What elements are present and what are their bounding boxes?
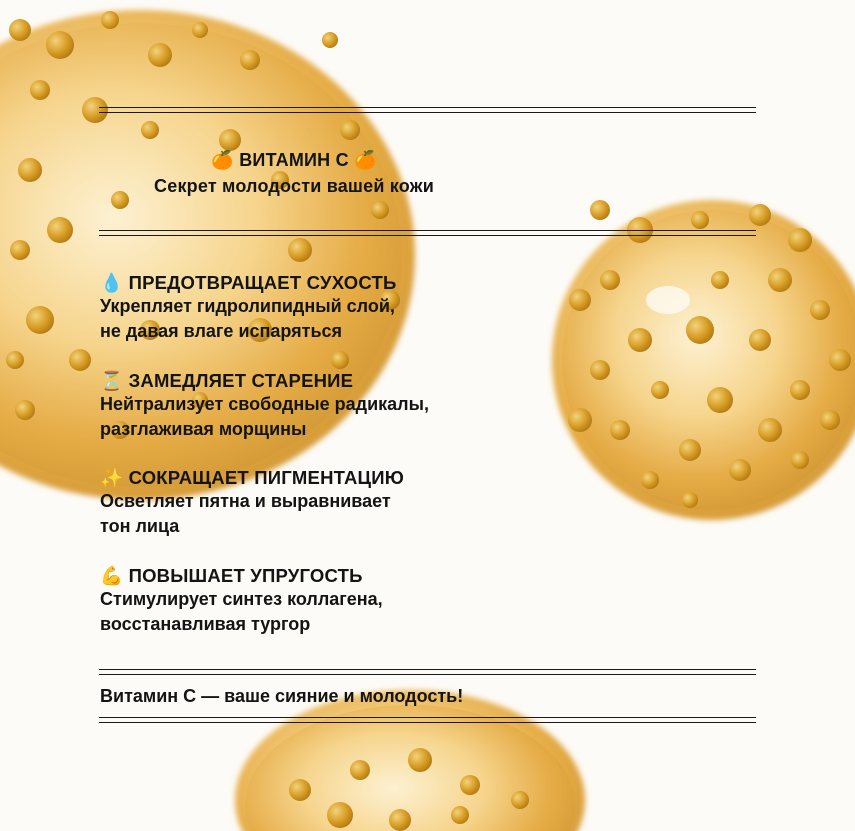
feature-heading-text: ПРЕДОТВРАЩАЕТ СУХОСТЬ	[128, 272, 397, 293]
hourglass-icon: ⏳	[100, 370, 124, 391]
feature-heading	[100, 370, 660, 392]
feature-heading-text: СОКРАЩАЕТ ПИГМЕНТАЦИЮ	[128, 467, 405, 488]
header-divider	[99, 230, 756, 236]
droplet-icon: 💧	[100, 272, 124, 293]
footer-slogan: Витамин С — ваше сияние и молодость!	[100, 686, 464, 706]
feature-heading	[100, 272, 660, 294]
page-subtitle: Секрет молодости вашей кожи	[154, 176, 434, 196]
feature-heading	[100, 565, 660, 587]
feature-aging	[100, 370, 660, 442]
feature-description: восстанавливая тургор	[100, 614, 311, 634]
feature-description: не давая влаге испаряться	[100, 321, 343, 341]
feature-dryness	[100, 272, 660, 344]
feature-description: Осветляет пятна и выравнивает	[100, 491, 391, 511]
page-title	[0, 150, 588, 171]
feature-heading	[100, 467, 660, 489]
feature-description: разглаживая морщины	[100, 419, 307, 439]
feature-description: Стимулирует синтез коллагена,	[100, 589, 383, 609]
flexed-biceps-icon: 💪	[100, 565, 124, 586]
top-divider	[99, 107, 756, 113]
orange-icon: 🍊	[211, 150, 235, 170]
feature-heading-text: ЗАМЕДЛЯЕТ СТАРЕНИЕ	[128, 370, 354, 391]
footer-bottom-divider	[99, 717, 756, 723]
feature-heading-text: ПОВЫШАЕТ УПРУГОСТЬ	[128, 565, 363, 586]
feature-elasticity	[100, 565, 660, 637]
orange-icon: 🍊	[353, 150, 377, 170]
feature-description: Укрепляет гидролипидный слой,	[100, 296, 395, 316]
title-text: ВИТАМИН С	[239, 150, 349, 170]
feature-description: Нейтрализует свободные радикалы,	[100, 394, 429, 414]
feature-description: тон лица	[100, 516, 180, 536]
footer-top-divider	[99, 669, 756, 675]
feature-pigmentation	[100, 467, 660, 539]
sparkle-icon: ✨	[100, 467, 124, 488]
